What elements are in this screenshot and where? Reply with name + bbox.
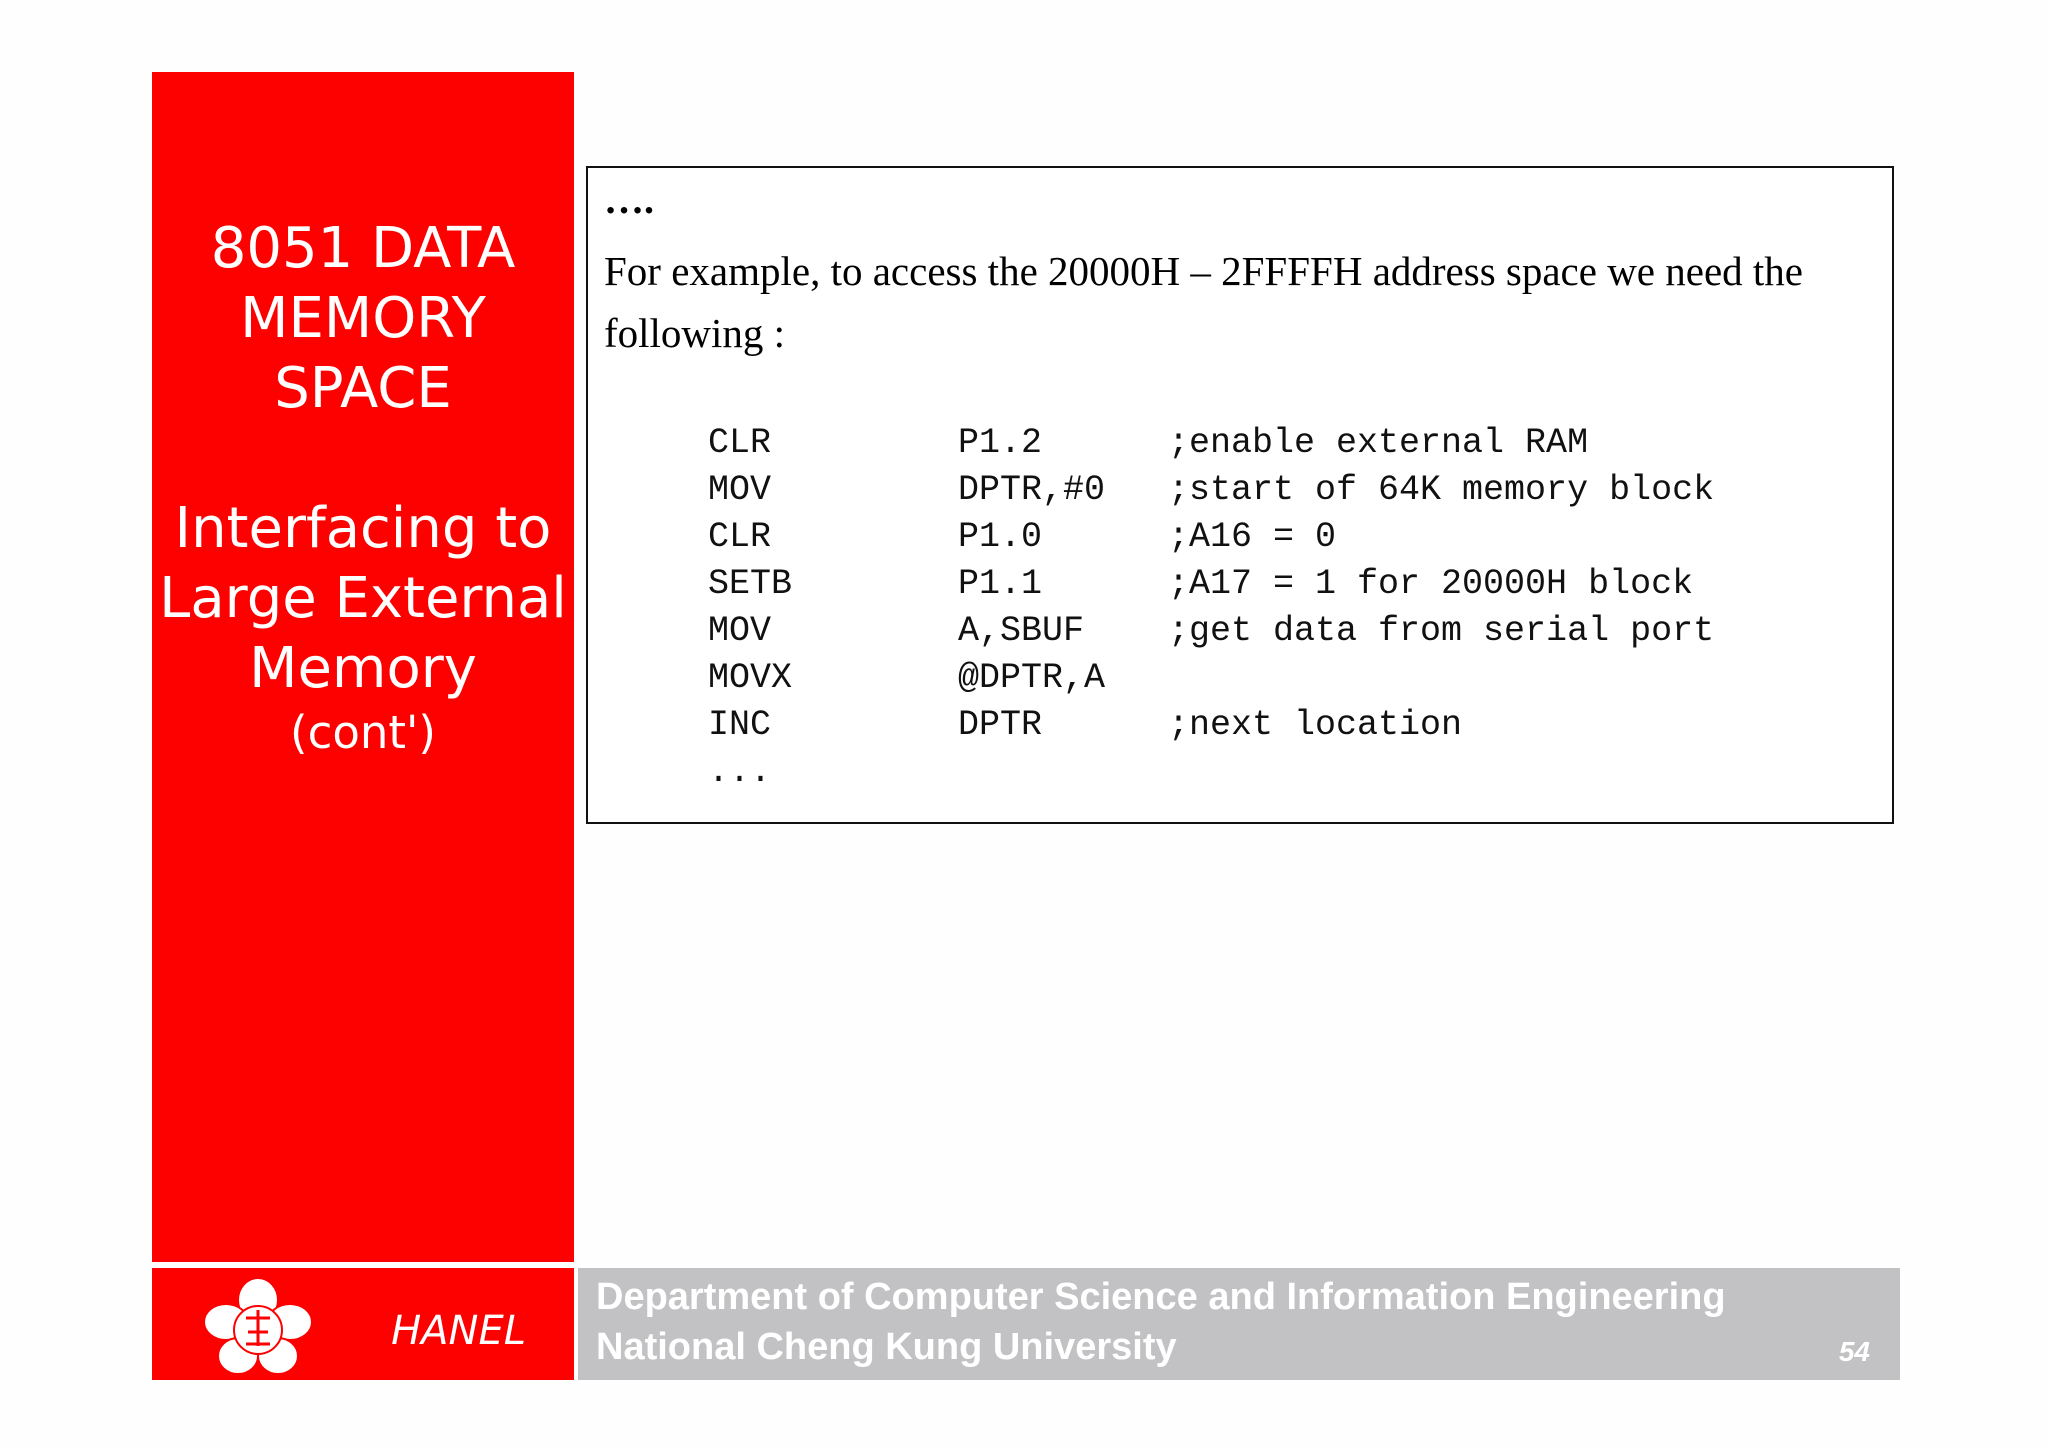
code-comment: ;enable external RAM — [1168, 423, 1589, 463]
content-box — [586, 166, 1894, 824]
intro-text: For example, to access the 20000H – 2FFFFH address space we need the following : — [604, 248, 1803, 356]
code-opcode: MOV — [708, 611, 772, 651]
code-operand: P1.0 — [958, 517, 1043, 557]
code-comment: ;start of 64K memory block — [1168, 470, 1715, 510]
section-subtitle-cont: (cont') — [290, 706, 436, 759]
leading-ellipsis: …. — [604, 177, 654, 222]
code-opcode: MOVX — [708, 658, 793, 698]
code-operand: A,SBUF — [958, 611, 1085, 651]
code-operand: DPTR,#0 — [958, 470, 1106, 510]
section-title — [152, 214, 574, 424]
section-subtitle-line: Interfacing to — [174, 496, 552, 561]
code-comment: ;A16 = 0 — [1168, 517, 1337, 557]
code-operand: @DPTR,A — [958, 658, 1106, 698]
code-comment: ;A17 = 1 for 20000H block — [1168, 564, 1694, 604]
code-opcode: CLR — [708, 517, 772, 557]
university-seal-icon — [202, 1276, 314, 1380]
section-subtitle — [152, 494, 574, 762]
author-name: HANEL — [391, 1308, 526, 1354]
code-opcode: SETB — [708, 564, 793, 604]
code-opcode: INC — [708, 705, 772, 745]
code-opcode: MOV — [708, 470, 772, 510]
code-opcode: ... — [708, 752, 772, 792]
code-operand: DPTR — [958, 705, 1043, 745]
footer-left — [152, 1268, 574, 1380]
sidebar-panel — [152, 72, 574, 1262]
department-name: Department of Computer Science and Information Engineering — [596, 1276, 1726, 1318]
university-name: National Cheng Kung University — [596, 1326, 1177, 1368]
page-number: 54 — [1838, 1336, 1870, 1367]
code-operand: P1.2 — [958, 423, 1043, 463]
code-comment: ;next location — [1168, 705, 1463, 745]
section-title-line: SPACE — [274, 356, 452, 421]
section-title-line: 8051 DATA — [210, 216, 516, 281]
code-operand: P1.1 — [958, 564, 1043, 604]
section-subtitle-line: Large External — [159, 566, 567, 631]
code-comment: ;get data from serial port — [1168, 611, 1715, 651]
section-subtitle-line: Memory — [249, 636, 477, 701]
footer-right — [578, 1268, 1900, 1380]
section-title-line: MEMORY — [240, 286, 486, 351]
code-opcode: CLR — [708, 423, 772, 463]
